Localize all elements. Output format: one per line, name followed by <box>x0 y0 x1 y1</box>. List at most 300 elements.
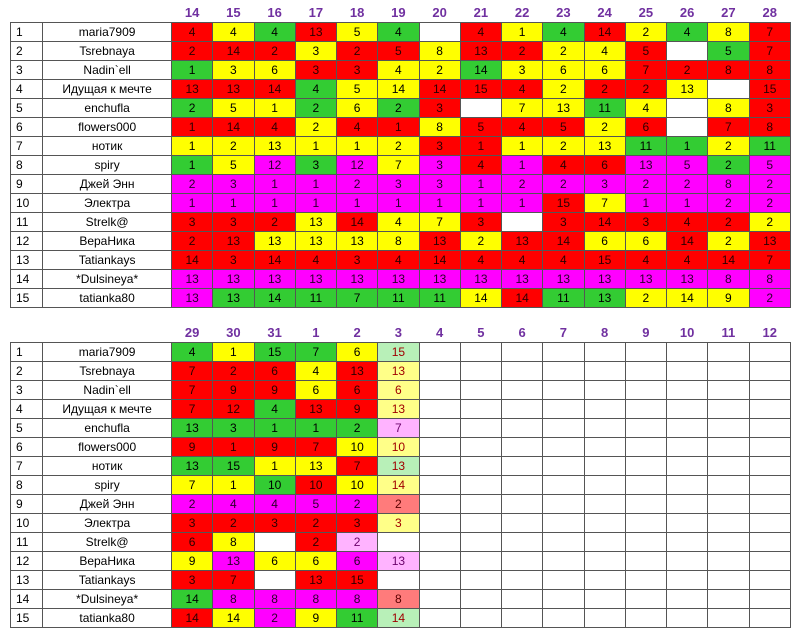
score-cell: 2 <box>543 137 584 156</box>
score-cell: 14 <box>708 251 749 270</box>
score-cell <box>749 400 790 419</box>
score-cell <box>584 381 625 400</box>
score-cell: 2 <box>213 514 254 533</box>
score-cell: 2 <box>254 213 295 232</box>
score-cell: 2 <box>254 42 295 61</box>
score-cell: 7 <box>172 362 213 381</box>
score-cell: 5 <box>460 118 501 137</box>
participant-name: Джей Энн <box>43 175 172 194</box>
participant-name: Tsrebnaya <box>43 42 172 61</box>
score-cell <box>419 343 460 362</box>
score-cell <box>625 571 666 590</box>
score-cell <box>419 609 460 628</box>
score-cell: 8 <box>337 590 378 609</box>
score-cell: 2 <box>502 42 543 61</box>
score-cell: 3 <box>419 156 460 175</box>
day-header: 20 <box>432 4 447 20</box>
score-cell: 4 <box>337 118 378 137</box>
participant-name: maria7909 <box>43 343 172 362</box>
score-cell: 7 <box>295 438 336 457</box>
score-cell <box>749 381 790 400</box>
score-cell <box>667 419 708 438</box>
score-cell: 2 <box>543 42 584 61</box>
score-cell: 2 <box>460 232 501 251</box>
score-cell: 14 <box>254 251 295 270</box>
table-row <box>11 381 791 400</box>
score-cell: 8 <box>378 590 419 609</box>
participant-name: *Dulsineya* <box>43 590 172 609</box>
day-header: 7 <box>559 324 567 340</box>
score-cell: 4 <box>502 251 543 270</box>
score-cell <box>625 400 666 419</box>
row-number: 3 <box>11 61 43 80</box>
score-cell: 5 <box>337 80 378 99</box>
score-cell: 3 <box>295 61 336 80</box>
score-cell: 3 <box>213 175 254 194</box>
score-cell: 11 <box>749 137 790 156</box>
table-row <box>11 289 791 308</box>
score-cell: 8 <box>708 175 749 194</box>
score-cell: 3 <box>419 175 460 194</box>
day-header: 17 <box>308 4 324 20</box>
score-cell <box>502 571 543 590</box>
score-cell: 1 <box>378 118 419 137</box>
participant-name: ВераНика <box>43 552 172 571</box>
score-cell: 12 <box>213 400 254 419</box>
score-cell: 7 <box>337 457 378 476</box>
score-cell <box>460 343 501 362</box>
table-row <box>11 552 791 571</box>
score-cell: 9 <box>254 381 295 400</box>
score-cell <box>667 438 708 457</box>
participant-name: spiry <box>43 156 172 175</box>
score-cell: 2 <box>172 232 213 251</box>
score-cell: 11 <box>543 289 584 308</box>
score-cell: 1 <box>295 419 336 438</box>
day-header: 16 <box>267 4 282 20</box>
score-cell: 15 <box>213 457 254 476</box>
score-cell: 6 <box>543 61 584 80</box>
score-cell: 13 <box>254 137 295 156</box>
participant-name: Tatiankays <box>43 571 172 590</box>
participant-name: Идущая к мечте <box>43 80 172 99</box>
score-cell <box>543 476 584 495</box>
score-cell: 2 <box>254 609 295 628</box>
score-cell: 6 <box>337 552 378 571</box>
score-cell: 4 <box>460 251 501 270</box>
score-cell: 12 <box>337 156 378 175</box>
score-cell: 1 <box>213 438 254 457</box>
table-row <box>11 213 791 232</box>
score-cell <box>667 571 708 590</box>
score-cell <box>460 514 501 533</box>
score-cell: 13 <box>295 400 336 419</box>
score-cell: 14 <box>502 289 543 308</box>
score-cell: 13 <box>172 289 213 308</box>
score-cell <box>708 419 749 438</box>
participant-name: *Dulsineya* <box>43 270 172 289</box>
score-cell <box>502 552 543 571</box>
score-cell: 2 <box>172 495 213 514</box>
score-cell: 4 <box>172 343 213 362</box>
row-number: 13 <box>11 571 43 590</box>
table-row <box>11 362 791 381</box>
score-cell: 2 <box>378 495 419 514</box>
score-cell <box>460 533 501 552</box>
score-cell <box>543 419 584 438</box>
score-cell: 13 <box>172 419 213 438</box>
score-cell: 13 <box>337 362 378 381</box>
day-header-row <box>11 2 791 23</box>
score-cell: 3 <box>749 99 790 118</box>
score-cell: 13 <box>543 99 584 118</box>
score-cell <box>419 23 460 42</box>
score-cell: 5 <box>213 99 254 118</box>
score-cell: 13 <box>295 571 336 590</box>
day-header: 29 <box>184 324 200 340</box>
score-cell: 4 <box>667 23 708 42</box>
score-cell <box>708 609 749 628</box>
score-cell: 8 <box>254 590 295 609</box>
score-cell: 14 <box>172 251 213 270</box>
participant-name: enchufla <box>43 419 172 438</box>
day-header: 31 <box>267 324 282 340</box>
score-cell: 4 <box>295 251 336 270</box>
score-cell <box>584 571 625 590</box>
score-cell: 1 <box>254 457 295 476</box>
score-cell: 14 <box>254 80 295 99</box>
day-header: 8 <box>601 324 609 340</box>
score-cell: 8 <box>708 99 749 118</box>
score-cell: 13 <box>749 232 790 251</box>
score-cell: 1 <box>172 61 213 80</box>
score-cell <box>625 590 666 609</box>
score-cell <box>708 381 749 400</box>
score-cell: 7 <box>749 23 790 42</box>
score-cell: 3 <box>254 514 295 533</box>
day-header: 2 <box>353 324 361 340</box>
day-header: 10 <box>679 324 695 340</box>
score-cell: 2 <box>625 80 666 99</box>
row-number: 13 <box>11 251 43 270</box>
row-number: 11 <box>11 533 43 552</box>
score-cell <box>543 571 584 590</box>
score-cell: 6 <box>254 362 295 381</box>
score-cell: 13 <box>254 270 295 289</box>
score-cell: 3 <box>213 419 254 438</box>
score-cell <box>460 381 501 400</box>
score-cell <box>254 571 295 590</box>
score-cell: 3 <box>625 213 666 232</box>
score-cell: 4 <box>213 23 254 42</box>
participant-name: spiry <box>43 476 172 495</box>
participant-name: Электра <box>43 514 172 533</box>
score-cell <box>378 533 419 552</box>
score-cell: 3 <box>172 514 213 533</box>
row-number: 9 <box>11 495 43 514</box>
score-cell: 14 <box>460 289 501 308</box>
score-cell <box>502 590 543 609</box>
score-cell: 3 <box>460 213 501 232</box>
score-cell <box>502 362 543 381</box>
score-cell <box>667 495 708 514</box>
score-cell <box>419 438 460 457</box>
score-cell: 1 <box>172 156 213 175</box>
day-header: 27 <box>721 4 736 20</box>
row-number: 12 <box>11 232 43 251</box>
score-cell: 15 <box>460 80 501 99</box>
score-cell: 3 <box>337 514 378 533</box>
row-number: 5 <box>11 99 43 118</box>
score-cell: 14 <box>378 80 419 99</box>
score-cell: 13 <box>295 232 336 251</box>
score-cell: 9 <box>337 400 378 419</box>
score-cell: 2 <box>213 137 254 156</box>
score-cell <box>625 533 666 552</box>
score-cell: 2 <box>172 42 213 61</box>
table-row <box>11 118 791 137</box>
score-cell: 14 <box>172 590 213 609</box>
score-cell: 13 <box>378 270 419 289</box>
score-cell: 13 <box>213 80 254 99</box>
score-cell <box>584 419 625 438</box>
participant-name: Nadin`ell <box>43 61 172 80</box>
score-cell: 14 <box>584 213 625 232</box>
participant-name: Электра <box>43 194 172 213</box>
score-cell: 2 <box>625 175 666 194</box>
score-cell <box>254 533 295 552</box>
score-cell: 10 <box>254 476 295 495</box>
score-cell <box>543 590 584 609</box>
score-cell <box>502 457 543 476</box>
score-cell: 6 <box>378 381 419 400</box>
score-cell: 2 <box>295 514 336 533</box>
score-cell <box>543 552 584 571</box>
score-cell <box>502 419 543 438</box>
score-cell: 14 <box>419 251 460 270</box>
score-cell: 4 <box>254 400 295 419</box>
score-cell: 8 <box>295 590 336 609</box>
day-header: 3 <box>394 324 402 340</box>
score-cell: 6 <box>625 118 666 137</box>
score-cell: 11 <box>419 289 460 308</box>
score-cell: 4 <box>295 362 336 381</box>
score-cell: 2 <box>337 495 378 514</box>
score-cell <box>584 590 625 609</box>
score-cell: 2 <box>337 175 378 194</box>
score-cell: 14 <box>213 118 254 137</box>
score-cell: 8 <box>378 232 419 251</box>
score-cell: 4 <box>378 23 419 42</box>
score-cell: 11 <box>625 137 666 156</box>
score-cell: 15 <box>337 571 378 590</box>
score-cell: 3 <box>295 42 336 61</box>
score-cell: 1 <box>254 194 295 213</box>
score-cell: 15 <box>543 194 584 213</box>
row-number: 4 <box>11 80 43 99</box>
score-cell <box>543 343 584 362</box>
score-cell <box>667 400 708 419</box>
row-number: 5 <box>11 419 43 438</box>
score-cell: 13 <box>295 457 336 476</box>
score-cell: 10 <box>378 438 419 457</box>
score-cell: 8 <box>213 533 254 552</box>
score-cell <box>625 476 666 495</box>
score-cell <box>419 419 460 438</box>
score-cell: 13 <box>213 289 254 308</box>
day-header: 4 <box>436 324 444 340</box>
row-number: 8 <box>11 156 43 175</box>
score-cell <box>502 514 543 533</box>
score-cell: 2 <box>749 175 790 194</box>
score-cell: 1 <box>502 156 543 175</box>
score-cell <box>584 362 625 381</box>
row-number: 14 <box>11 270 43 289</box>
day-header: 23 <box>556 4 571 20</box>
score-cell: 1 <box>254 99 295 118</box>
score-cell: 15 <box>378 343 419 362</box>
participant-name: нотик <box>43 457 172 476</box>
score-cell: 1 <box>295 137 336 156</box>
score-cell: 14 <box>667 289 708 308</box>
score-cell <box>708 552 749 571</box>
score-cell <box>667 343 708 362</box>
score-cell <box>749 514 790 533</box>
score-cell: 2 <box>337 419 378 438</box>
score-cell: 7 <box>625 61 666 80</box>
score-cell: 1 <box>419 194 460 213</box>
score-cell <box>419 476 460 495</box>
score-cell: 13 <box>172 457 213 476</box>
score-cell <box>584 533 625 552</box>
score-cell: 5 <box>708 42 749 61</box>
row-number: 1 <box>11 343 43 362</box>
day-header: 25 <box>638 4 654 20</box>
score-cell <box>460 552 501 571</box>
score-cell: 2 <box>172 99 213 118</box>
score-cell: 11 <box>378 289 419 308</box>
score-cell: 15 <box>254 343 295 362</box>
table-row <box>11 23 791 42</box>
score-cell: 3 <box>584 175 625 194</box>
table-row <box>11 495 791 514</box>
score-cell: 7 <box>172 400 213 419</box>
score-cell: 1 <box>667 137 708 156</box>
score-cell: 4 <box>543 23 584 42</box>
score-cell: 3 <box>295 156 336 175</box>
score-cell: 2 <box>708 232 749 251</box>
score-cell: 8 <box>708 61 749 80</box>
score-cell <box>460 99 501 118</box>
score-cell <box>749 495 790 514</box>
score-cell <box>502 213 543 232</box>
score-cell: 6 <box>625 232 666 251</box>
score-cell: 5 <box>667 156 708 175</box>
score-cell: 1 <box>460 175 501 194</box>
score-cell: 13 <box>543 270 584 289</box>
score-cell: 2 <box>502 175 543 194</box>
score-cell: 7 <box>295 343 336 362</box>
row-number: 12 <box>11 552 43 571</box>
score-cell: 4 <box>502 80 543 99</box>
score-cell: 6 <box>172 533 213 552</box>
score-cell: 2 <box>295 99 336 118</box>
score-cell <box>749 590 790 609</box>
score-cell <box>625 438 666 457</box>
score-cell <box>708 571 749 590</box>
score-cell <box>502 343 543 362</box>
score-cell <box>460 438 501 457</box>
score-cell: 2 <box>378 137 419 156</box>
score-cell: 6 <box>337 343 378 362</box>
score-cell: 4 <box>213 495 254 514</box>
participant-name: Nadin`ell <box>43 381 172 400</box>
participant-name: enchufla <box>43 99 172 118</box>
score-cell <box>419 590 460 609</box>
score-cell <box>419 533 460 552</box>
row-number: 2 <box>11 362 43 381</box>
table-row <box>11 251 791 270</box>
score-cell: 6 <box>254 61 295 80</box>
participant-name: Strelk@ <box>43 533 172 552</box>
score-cell <box>543 514 584 533</box>
score-cell <box>543 457 584 476</box>
score-cell: 8 <box>749 61 790 80</box>
score-cell: 6 <box>337 99 378 118</box>
score-cell: 13 <box>172 80 213 99</box>
score-cell: 6 <box>254 552 295 571</box>
score-cell: 14 <box>378 609 419 628</box>
score-cell <box>667 476 708 495</box>
score-cell <box>419 457 460 476</box>
score-cell: 13 <box>337 270 378 289</box>
score-cell: 9 <box>708 289 749 308</box>
row-number: 15 <box>11 289 43 308</box>
score-cell: 3 <box>337 61 378 80</box>
score-cell: 4 <box>295 80 336 99</box>
score-cell: 6 <box>295 552 336 571</box>
table-row <box>11 457 791 476</box>
score-cell: 4 <box>378 61 419 80</box>
score-cell: 2 <box>172 175 213 194</box>
score-cell: 14 <box>337 213 378 232</box>
participant-name: tatianka80 <box>43 609 172 628</box>
score-cell: 2 <box>295 118 336 137</box>
participant-name: ВераНика <box>43 232 172 251</box>
score-cell <box>625 343 666 362</box>
score-cell <box>543 381 584 400</box>
score-cell <box>749 419 790 438</box>
row-number: 11 <box>11 213 43 232</box>
score-cell <box>543 609 584 628</box>
score-cell <box>708 438 749 457</box>
score-cell: 6 <box>584 232 625 251</box>
score-cell: 8 <box>749 118 790 137</box>
score-cell: 13 <box>584 289 625 308</box>
row-number: 6 <box>11 438 43 457</box>
score-cell <box>749 609 790 628</box>
participant-name: maria7909 <box>43 23 172 42</box>
score-cell: 13 <box>584 270 625 289</box>
table-row <box>11 99 791 118</box>
score-cell: 3 <box>378 175 419 194</box>
score-cell: 4 <box>460 23 501 42</box>
participant-name: Идущая к мечте <box>43 400 172 419</box>
score-cell: 5 <box>378 42 419 61</box>
score-cell: 2 <box>749 194 790 213</box>
day-header: 11 <box>721 324 736 340</box>
table-row <box>11 343 791 362</box>
